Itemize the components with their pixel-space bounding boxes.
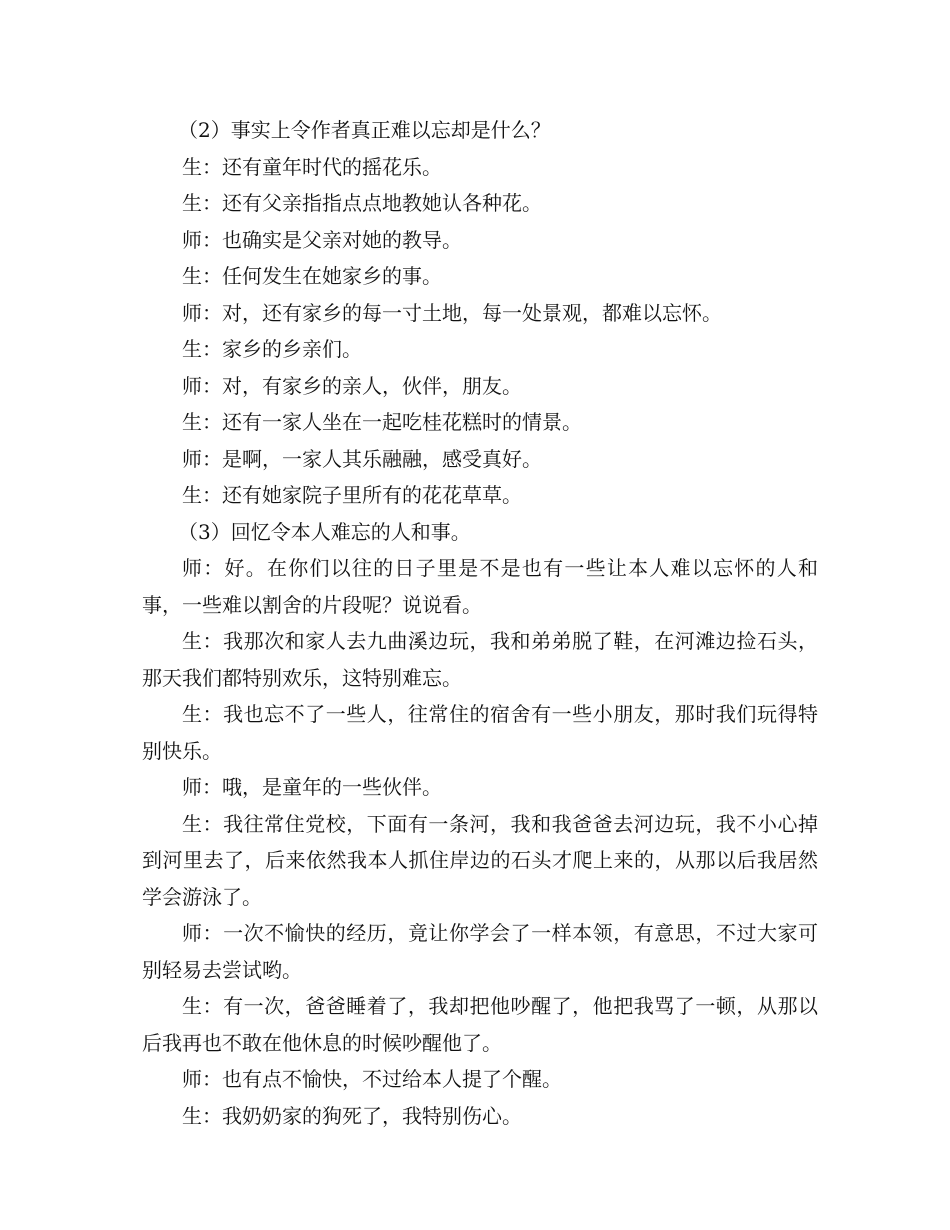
speaker-label: 生： bbox=[182, 410, 222, 434]
dialogue-line bbox=[142, 477, 818, 514]
dialogue-line bbox=[142, 368, 818, 405]
speaker-label: 生： bbox=[182, 994, 224, 1018]
speaker-label: 师： bbox=[182, 446, 222, 471]
dialogue-line bbox=[142, 915, 818, 988]
dialogue-line bbox=[142, 696, 818, 769]
speaker-label: 师： bbox=[182, 373, 222, 398]
dialogue-text: 也确实是父亲对她的教导。 bbox=[222, 227, 462, 252]
dialogue-text: 哦，是童年的一些伙伴。 bbox=[222, 775, 442, 799]
dialogue-text: 好。在你们以往的日子里是不是也有一些让本人难以忘怀的人和事，一些难以割舍的片段呢？说说看。 bbox=[142, 556, 819, 617]
speaker-label: 师： bbox=[182, 775, 222, 799]
section-heading bbox=[142, 514, 818, 551]
speaker-label: 师： bbox=[182, 300, 222, 325]
speaker-label: 生： bbox=[182, 154, 222, 179]
dialogue-text: 家乡的乡亲们。 bbox=[222, 337, 362, 361]
dialogue-text: 一次不愉快的经历，竟让你学会了一样本领，有意思，不过大家可别轻易去尝试哟。 bbox=[142, 921, 819, 982]
dialogue-line bbox=[142, 295, 818, 332]
speaker-label: 师： bbox=[182, 921, 224, 945]
dialogue-text: 也有点不愉快，不过给本人提了个醒。 bbox=[222, 1067, 562, 1091]
speaker-label: 生： bbox=[182, 629, 224, 653]
dialogue-text: 还有一家人坐在一起吃桂花糕时的情景。 bbox=[222, 410, 582, 434]
dialogue-line bbox=[142, 331, 818, 368]
speaker-label: 生： bbox=[182, 483, 222, 507]
speaker-label: 师： bbox=[182, 1067, 222, 1091]
dialogue-line bbox=[142, 988, 818, 1061]
speaker-label: 生： bbox=[182, 337, 222, 361]
dialogue-line bbox=[142, 806, 818, 916]
dialogue-text: 还有她家院子里所有的花花草草。 bbox=[222, 483, 522, 507]
dialogue-line bbox=[142, 1098, 818, 1135]
speaker-label: 师： bbox=[182, 556, 225, 580]
dialogue-text: 我那次和家人去九曲溪边玩，我和弟弟脱了鞋，在河滩边捡石头，那天我们都特别欢乐，这特别难忘。 bbox=[142, 629, 819, 690]
section-heading bbox=[142, 112, 818, 149]
document-body bbox=[142, 112, 818, 1134]
dialogue-line bbox=[142, 258, 818, 295]
dialogue-text: 我奶奶家的狗死了，我特别伤心。 bbox=[222, 1103, 522, 1128]
speaker-label: 生： bbox=[182, 191, 222, 215]
dialogue-line bbox=[142, 1061, 818, 1098]
dialogue-line bbox=[142, 222, 818, 259]
dialogue-text: 对，还有家乡的每一寸土地，每一处景观，都难以忘怀。 bbox=[222, 300, 722, 325]
dialogue-text: 有一次，爸爸睡着了，我却把他吵醒了，他把我骂了一顿，从那以后我再也不敢在他休息的时候吵醒他了。 bbox=[142, 994, 819, 1055]
dialogue-text: 还有童年时代的摇花乐。 bbox=[222, 154, 442, 179]
dialogue-text: 对，有家乡的亲人，伙伴，朋友。 bbox=[222, 373, 522, 398]
speaker-label: 师： bbox=[182, 227, 222, 252]
dialogue-line bbox=[142, 623, 818, 696]
speaker-label: 生： bbox=[182, 1103, 222, 1128]
dialogue-line bbox=[142, 185, 818, 222]
dialogue-text: 任何发生在她家乡的事。 bbox=[222, 264, 442, 288]
dialogue-text: 我也忘不了一些人，往常住的宿舍有一些小朋友，那时我们玩得特别快乐。 bbox=[142, 702, 819, 763]
dialogue-text: 我往常住党校，下面有一条河，我和我爸爸去河边玩，我不小心掉到河里去了，后来依然我本人抓住岸边的石头才爬上来的，从那以后我居然学会游泳了。 bbox=[142, 811, 819, 909]
dialogue-line bbox=[142, 404, 818, 441]
dialogue-line bbox=[142, 441, 818, 478]
speaker-label: 生： bbox=[182, 811, 224, 836]
dialogue-text: 是啊，一家人其乐融融，感受真好。 bbox=[222, 446, 542, 471]
dialogue-line bbox=[142, 149, 818, 186]
heading-text: （2）事实上令作者真正难以忘却是什么？ bbox=[178, 118, 551, 142]
dialogue-line bbox=[142, 550, 818, 623]
speaker-label: 生： bbox=[182, 702, 224, 726]
heading-text: （3）回忆令本人难忘的人和事。 bbox=[178, 519, 471, 544]
dialogue-line bbox=[142, 769, 818, 806]
dialogue-text: 还有父亲指指点点地教她认各种花。 bbox=[222, 191, 542, 215]
speaker-label: 生： bbox=[182, 264, 222, 288]
